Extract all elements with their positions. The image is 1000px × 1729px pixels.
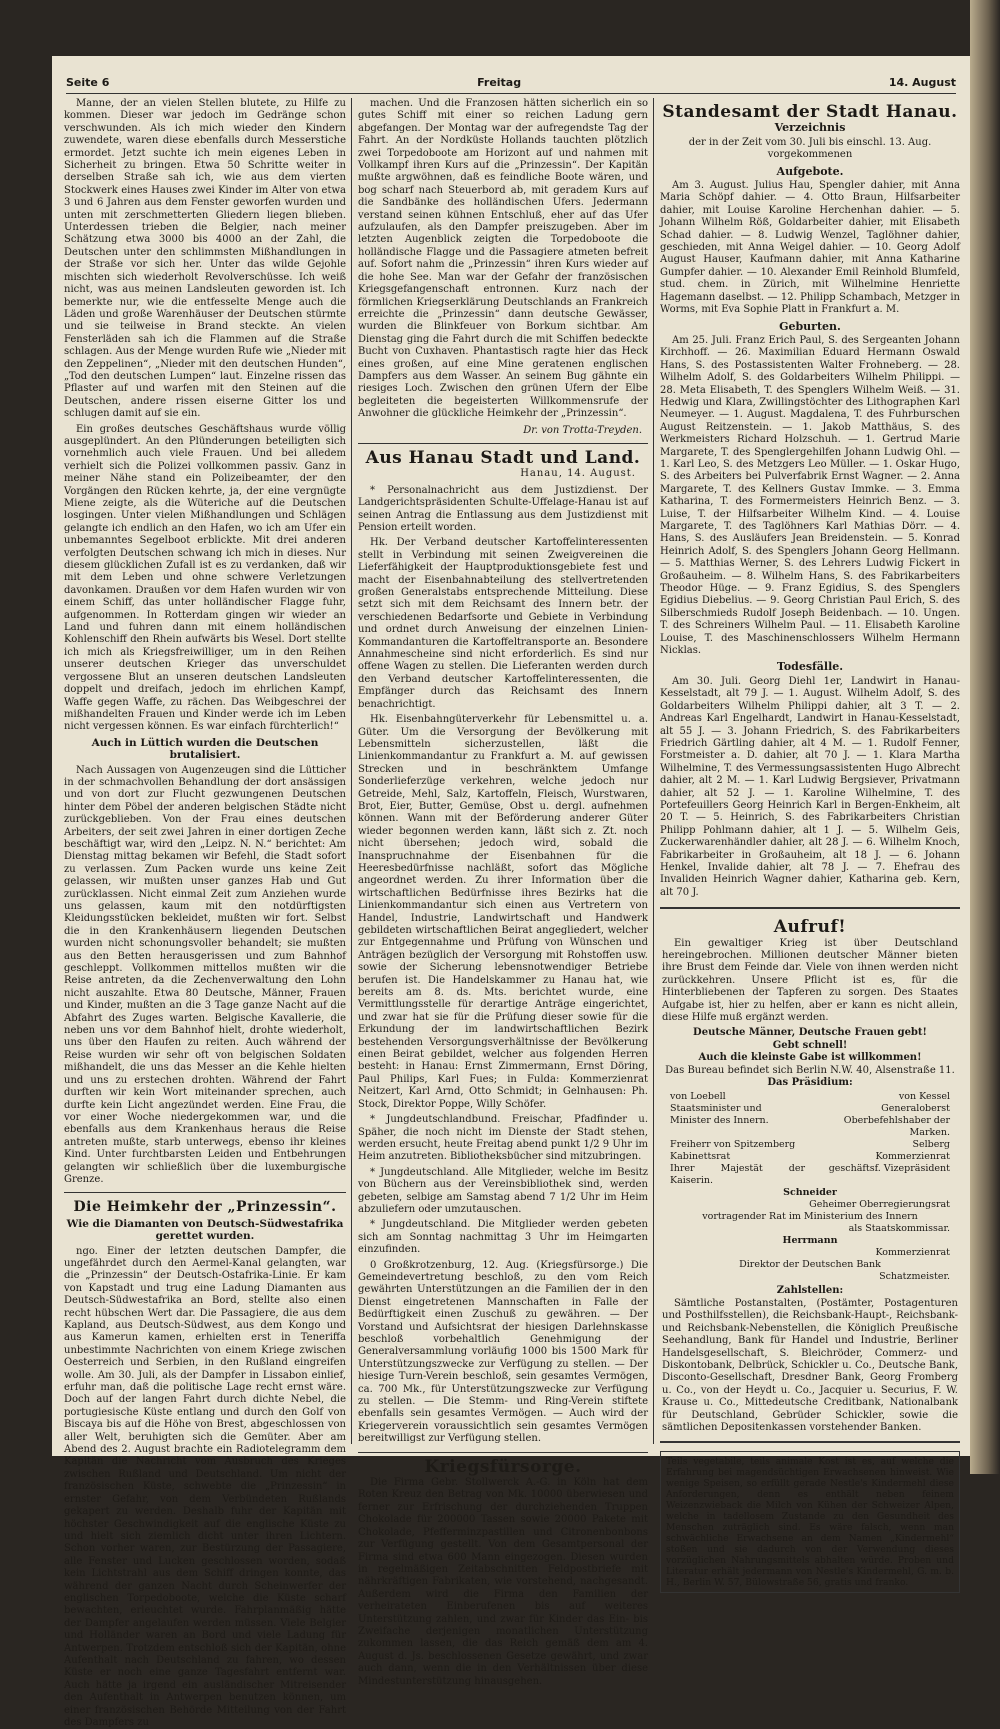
signer-title: Ihrer Majestät der Kaiserin. xyxy=(670,1163,805,1187)
signer-title: Oberbefehlshaber der Marken. xyxy=(843,1115,950,1139)
article-paragraph: Hk. Eisenbahngüterverkehr für Lebensmittel u. a. Güter. Um die Versorgung der Bevölkerung mit Lebensmitteln sicherzustellen, läßt die Linienkommandantur zu Frankfurt a. M. auf gewissen Strecken und in beschränktem Umfange Sonderlieferzüge verkehren, welche jedoch nur Getreide, Mehl, Salz, Kartoffeln, Fleisch, Wurstwaren, Brot, Eier, Butter, Gemüse, Obst u. dergl. aufnehmen können. Wann mit der Beförderung anderer Güter wieder begonnen werden kann, läßt sich z. Zt. noch nicht übersehen; jedoch wird, sobald die Inanspruchnahme der Eisenbahnen für die Heeresbedürfnisse nachläßt, sofort das Mögliche angeordnet werden. Zu ihrer Information über die wirtschaftlichen Bedürfnisse ihres Bezirks hat die Linienkommandantur sich einen aus Vertretern von Handel, Industrie, Landwirtschaft und Handwerk gebildeten wirtschaftlichen Beirat angegliedert, welcher zur Entgegennahme und Prüfung von Wünschen und Anträgen bezüglich der Versorgung mit Rohstoffen usw. sowie der Sicherung lebensnotwendiger Betriebe berufen ist. Die Handelskammer zu Hanau hat, wie bereits am 8. ds. Mts. berichtet wurde, eine Vermittlungsstelle für derartige Anträge eingerichtet, und zwar hat sie für die Prüfung dieser sowie für die Erkundung der im landwirtschaftlichen Bezirk bestehenden Versorgungsverhältnisse der Bevölkerung einen Beirat gebildet, welcher aus folgenden Herren besteht: in Hanau: Ernst Zimmermann, Ernst Döring, Paul Philips, Karl Fues; in Fulda: Kommerzienrat Neitzert, Karl Arnd, Otto Schmidt; in Gelnhausen: Ph. Stock, Direktor Poppe, Willy Schöfer. xyxy=(358,714,648,1110)
book-binding-edge xyxy=(970,0,1000,1474)
header-day: Freitag xyxy=(477,76,522,89)
register-title: Verzeichnis xyxy=(774,121,846,135)
divider xyxy=(64,1192,346,1193)
subsection-heading: Geburten. xyxy=(779,319,841,333)
signer: von Kessel xyxy=(898,1091,950,1103)
subsection-heading: Todesfälle. xyxy=(776,660,844,674)
bureau-address: Das Bureau befindet sich Berlin N.W. 40, Alsenstraße 11. xyxy=(665,1064,955,1076)
signer: Schneider xyxy=(783,1187,837,1199)
appeal-text: Ein gewaltiger Krieg ist über Deutschland hereingebrochen. Millionen deutscher Männer bieten ihre Brust dem Feinde dar. Viele von ihnen werden nicht zurückkehren. Unsere Pflicht ist es, für die Hinterbliebenen der Tapferen zu sorgen. Des Staates Aufgabe ist, hier zu helfen, aber er kann es nicht allein, diese Hilfe muß ergänzt werden. xyxy=(662,937,958,1024)
appeal-line: Auch die kleinste Gabe ist willkommen! xyxy=(698,1052,922,1064)
appeal-box xyxy=(660,907,960,1443)
signers-list xyxy=(670,1091,950,1283)
article-paragraph: * Jungdeutschlandbund. Freischar, Pfadfinder u. Späher, die noch nicht im Dienste der Stadt stehen, werden ersucht, heute Freitag abend punkt 1/2 9 Uhr im Heim anzutreten. Bibliotheksbücher sind mitzubringen. xyxy=(358,1114,648,1163)
article-paragraph: machen. Und die Franzosen hätten sicherlich ein so gutes Schiff mit einer so reichen Ladung gern abgefangen. Der Montag war der aufregendste Tag der Fahrt. An der Nordküste Hollands tauchten plötzlich zwei Torpedoboote am Horizont auf und nahmen mit Vollkampf ihren Kurs auf die „Prinzessin“. Der Kapitän mußte argwöhnen, daß es feindliche Boote wären, und bog scharf nach Steuerbord ab, mit geradem Kurs auf die Sandbänke des holländischen Ufers. Jedermann verstand seinen kühnen Entschluß, eher auf das Ufer aufzulaufen, als den Dampfer preiszugeben. Aber im letzten Augenblick zeigten die Torpedoboote die holländische Flagge und die Passagiere atmeten befreit auf. Sofort nahm die „Prinzessin“ ihren Kurs wieder auf die hohe See. Man war der Gefahr der französischen Kriegsgefangenschaft entronnen. Kurz nach der förmlichen Kriegserklärung Deutschlands an Frankreich erreichte die „Prinzessin“ dann deutsche Gewässer, wurden die Blinkfeuer von Borkum sichtbar. Am Dienstag ging die Fahrt durch die mit Schiffen bedeckte Bucht von Cuxhaven. Phantastisch ragte hier das Heck eines großen, auf eine Mine geratenen englischen Dampfers aus dem Wasser. An seinem Bug gähnte ein riesiges Loch. Zwischen den grünen Ufern der Elbe begleiteten die begeisterten Willkommensrufe der Anwohner die glückliche Heimkehr der „Prinzessin“. xyxy=(358,98,648,420)
article-subtitle: Wie die Diamanten von Deutsch-Südwestafrika gerettet wurden. xyxy=(66,1217,344,1243)
subsection-heading: Aufgebote. xyxy=(776,164,844,178)
signer: Freiherr von Spitzemberg xyxy=(670,1139,796,1151)
register-entries: Am 25. Juli. Franz Erich Paul, S. des Sergeanten Johann Kirchhoff. — 26. Maximilian Eduard Hermann Oswald Hans, S. des Postassistenten Walter Frohneberg. — 28. Wilhelm Adolf, S. des Goldarbeiters Wilhelm Philippi. — 28. Meta Elisabeth, T. des Spenglers Wilhelm Weiß. — 31. Hedwig und Klara, Zwillingstöchter des Lithographen Karl Neumeyer. — 1. August. Magdalena, T. des Fuhrburschen August Reitzenstein. — 1. Jakob Matthäus, S. des Werkmeisters Richard Holzschuh. — 1. Gertrud Marie Margarete, T. des Spenglergehilfen Johann Ludwig Ohl. — 1. Karl Leo, S. des Metzgers Leo Müller. — 1. Oskar Hugo, S. des Arbeiters bei Pulverfabrik Ernst Wagner. — 2. Anna Margarete, T. des Kellners Gustav Immke. — 3. Emma Katharina, T. des Formermeisters Heinrich Benz. — 3. Luise, T. der Hilfsarbeiter Wilhelm Kind. — 4. Louise Margarete, T. des Taglöhners Karl Mathias Dörr. — 4. Hans, S. des Ausläufers Jean Breidenstein. — 5. Konrad Heinrich Adolf, S. des Spenglers Johann Georg Hellmann. — 5. Matthias Werner, S. des Lehrers Ludwig Fickert in Großauheim. — 8. Wilhelm Hans, S. des Fabrikarbeiters Theodor Hüge. — 9. Franz Egidius, S. des Spenglers Egidius Diebelius. — 9. Georg Christian Paul Erich, S. des Silberschmieds Rudolf Joseph Beidenbach. — 10. Ungen. T. des Schreiners Wilhelm Paul. — 11. Elisabeth Karoline Louise, T. des Maschinenschlossers Wilhelm Hermann Nicklas. xyxy=(660,334,960,657)
advertisement-box: Teils vegetabile, teils animale Kost ist es, auf welche die Erfahrung bei magendsüchtigen Erwachsenen hinweist. Wie wenige Speisen, so erfüllt gerade Nestle's Kindermehl diese Anforderungen, denn es enthält neben feinem Weizenzwieback die Milch von Kühen der Schweizer Alpen, welche in tadellosem Zustande zu den Gesundheit des Menschen zuträglich sind. Es wäre falsch, wenn man schwächliche Erwachsene an dem Namen „Kindermehl“ stoßen und sie dadurch von der Verwendung dieses vorzüglichen Nahrungsmittels abhalten würde. Proben und Literatur erhält jedermann von Nestle's Kindermehl, G. m. b. H., Berlin W. 57, Bülowstraße 56, gratis und franko. xyxy=(660,1451,960,1593)
article-paragraph: ngo. Einer der letzten deutschen Dampfer, die ungefährdet durch den Aermel-Kanal gelangten, war die „Prinzessin“ der Deutsch-Ostafrika-Linie. Er kam von Kapstadt und trug eine Ladung Diamanten aus Deutsch-Südwestafrika an Bord, stellte also einen recht hübschen Wert dar. Die Passagiere, die aus dem Kapland, aus Deutsch-Südwest, aus dem Kongo und aus Kamerun kamen, erhielten erst in Teneriffa unbestimmte Nachrichten von einem Kriege zwischen Oesterreich und Serbien, in den Rußland eingreifen wolle. Am 30. Juli, als der Dampfer in Lissabon einlief, erfuhr man, daß die politische Lage recht ernst wäre. Doch auf der langen Fahrt durch dichte Nebel, die portugiesische Küste entlang und durch den Golf von Biscaya bis auf die Höhe von Brest, abgeschlossen von aller Welt, beruhigten sich die Gemüter. Aber am Abend des 2. August brachte ein Radiotelegramm dem Kapitän die Nachricht vom Ausbruch des Krieges zwischen Rußland und Deutschland. Um nicht der französischen Küste, schwebte die „Prinzessin“ in ernster Gefahr, von dem Verbündeten Rußlands gekapert zu werden. Deshalb fuhr der Kapitän mit höchster Geschwindigkeit auf die englische Küste zu und hielt sich ziemlich dicht unter ihren Lichtern. Schon vorher waren, zur Bestürzung der Passagiere, alle Fenster und Lucken geschlossen worden, sodaß kein Lichtstrahl aus dem Schiff dringen konnte, das während der ganzen Nacht durch Scheinwerfer der englischen Torpedoboote, welche die Küste scharf bewachten, erleuchtet wurde. Fahrplanmäßig hätte der Dampfer angelaufen werden müssen. Viele Belgier und Holländer waren an Bord und viele Ladung für Antwerpen. Trotzdem entschloß sich der Kapitän, ohne Aufenthalt nach Deutschland zu fahren, wo dessen Küste er noch eine ganze Tagesfahrt entfernt war. Auch hätte ja irgend ein ausländischer Mitreisender den Aufenthalt in Antwerpen benutzen können, um einer französischen Behörde Mitteilung von der Fahrt des Dampfers zu xyxy=(64,1245,346,1728)
signer-title: Generaloberst xyxy=(881,1103,950,1115)
signer-title: Geheimer Oberregierungsrat xyxy=(809,1199,950,1211)
page-header xyxy=(66,72,956,94)
register-entries: Am 3. August. Julius Hau, Spengler dahier, mit Anna Maria Schöpf dahier. — 4. Otto Braun, Hilfsarbeiter dahier, mit Louise Karoline Herchenhan dahier. — 5. Johann Wilhelm Röß, Goldarbeiter dahier, mit Elisabeth Schad dahier. — 8. Ludwig Wenzel, Taglöhner dahier, geschieden, mit Anna Weigel dahier. — 10. Georg Adolf August Hauser, Kaufmann dahier, mit Anna Katharine Gumpfer dahier. — 10. Alexander Emil Reinhold Blumfeld, stud. chem. in Zürich, mit Wilhelmine Henriette Hagemann daselbst. — 12. Philipp Schambach, Metzger in Worms, mit Eva Sophie Platt in Frankfurt a. M. xyxy=(660,180,960,316)
register-range: der in der Zeit vom 30. Juli bis einschl. 13. Aug. vorgekommenen xyxy=(688,136,932,161)
article-paragraph: * Jungdeutschland. Die Mitglieder werden gebeten sich am Sonntag nachmittag 3 Uhr im Heimgarten einzufinden. xyxy=(358,1219,648,1256)
page-number: Seite 6 xyxy=(66,76,110,89)
newspaper-page xyxy=(52,56,970,1728)
column-1 xyxy=(64,98,346,1728)
signer: von Loebell xyxy=(670,1091,726,1103)
divider xyxy=(358,1452,648,1453)
signer-title: Schatzmeister. xyxy=(879,1271,950,1283)
header-date: 14. August xyxy=(888,76,956,89)
dateline: Hanau, 14. August. xyxy=(520,468,636,480)
payment-offices: Sämtliche Postanstalten, (Postämter, Postagenturen und Posthilfsstellen), die Reichsbank-Haupt-, Reichsbank- und Reichsbank-Nebenstellen, die Königlich Preußische Seehandlung, Bank für Handel und Industrie, Berliner Handelsgesellschaft, S. Bleichröder, Commerz- und Diskontobank, Delbrück, Schickler u. Co., Deutsche Bank, Disconto-Gesellschaft, Dresdner Bank, Georg Fromberg u. Co., von der Heydt u. Co., Jacquier u. Securius, F. W. Krause u. Co., Mittedeutsche Creditbank, Nationalbank für Deutschland, Gebrüder Schickler, sowie die sämtlichen Depositenkassen vorstehender Banken. xyxy=(662,1297,958,1433)
signer-title: Direktor der Deutschen Bank xyxy=(739,1259,881,1271)
author-signature: Dr. von Trotta-Treyden. xyxy=(523,424,642,436)
signer-title: Kommerzienrat xyxy=(875,1151,950,1163)
article-paragraph: 0 Großkrotzenburg, 12. Aug. (Kriegsfürsorge.) Die Gemeindevertretung beschloß, zu den vom Reich gewährten Unterstützungen an die Familien der in den Dienst eingetretenen Mannschaften in Falle der Bedürftigkeit einen Zuschuß zu gewähren. — Der Vorstand und Aufsichtsrat der hiesigen Darlehnskasse beschloß vorbehaltlich Genehmigung der Generalversammlung vorläufig 1000 bis 1500 Mark für Unterstützungszwecke zur Verfügung zu stellen. — Der hiesige Turn-Verein beschloß, sein gesamtes Vermögen, ca. 700 Mk., für Unterstützungszwecke zur Verfügung zu stellen. — Die Stemm- und Ring-Verein stiftete ebenfalls sein gesamtes Vermögen. — Auch wird der Kriegerverein voraussichtlich sein gesamtes Vermögen bereitwilligst zur Verfügung stellen. xyxy=(358,1259,648,1445)
signer-title: Minister des Innern. xyxy=(670,1115,769,1127)
article-paragraph: Die Firma Gebr. Stollwerck A.-G. in Köln hat dem Roten Kreuz den Betrag von Mk. 10000 überwiesen und ferner zur Erfrischung der durchziehenden Truppen Chokolade für 200000 Tassen sowie 20000 Pakete mit Chokolade, Pfefferminzpastillen und Citronenbonbons zur Verfügung gestellt. Von dem Gesamtpersonal der Firma sind etwa 600 Mann eingezogen. Diesen wurden in regelmäßigen Zeitabschnitten Feldpostbriefe mit nährkräftigen Fabrikaten, wie vorstehend, nachgesandt. Außerdem wird die Firma den Familien der verheirateten Einberufenen bis auf weiteres Unterstützung zahlen, und zwar für Kinder das Ein- bis Zweifache derjenigen monatlichen Unterstützung zukommen lassen, die das Reich gemäß dem am 4. August d. Js. beschlossenen Gesetze gewährt, und zwar auch dann, wenn die in den Verhältnissen über diese Mindestunterstützung hinausgehen. xyxy=(358,1477,648,1687)
article-paragraph: Nach Aussagen von Augenzeugen sind die Lütticher in der schmachvollen Behandlung der dort ansässigen und von dort zur Flucht gezwungenen Deutschen hinter dem Pöbel der anderen belgischen Städte nicht zurückgeblieben. Von der Frau eines deutschen Arbeiters, der seit zwei Jahren in einer dortigen Zeche beschäftigt war, wird den „Leipz. N. N.“ berichtet: Am Dienstag mittag bekamen wir Befehl, die Stadt sofort zu verlassen. Zum Packen wurde uns keine Zeit gelassen, wir mußten unser ganzes Hab und Gut zurücklassen. Nicht einmal Zeit zum Anziehen wurde uns gelassen, kaum mit den notdürftigsten Kleidungsstücken bekleidet, mußten wir fort. Selbst die in den Krankenhäusern liegenden Deutschen wurden nicht schonungsvoller behandelt; sie mußten aus den Betten herausgerissen und zum Bahnhof geschleppt. Vollkommen mittellos mußten wir die Reise antreten, da die Zechenverwaltung den Lohn nicht auszahlte. Etwa 80 Deutsche, Männer, Frauen und Kinder, mußten an die 3 Tage ganze Nacht auf die Abfahrt des Zuges warten. Belgische Kavallerie, die neben uns vor dem Bahnhof hielt, drohte wiederholt, uns über den Haufen zu reiten. Auch während der Reise wurden wir sehr oft von belgischen Soldaten mißhandelt, die uns das Messer an die Kehle hielten und uns zu erstechen drohten. Während der Fahrt durften wir kein Wort miteinander sprechen, auch durfte kein Licht angezündet werden. Eine Frau, die vor einer Woche niedergekommen war, und die ebenfalls aus dem Krankenhaus heraus die Reise antreten mußte, starb unterwegs, ebenso ihr kleines Kind. Unter furchtbarsten Leiden und Entbehrungen gelangten wir schließlich über die luxemburgische Grenze. xyxy=(64,764,346,1185)
payment-heading: Zahlstellen: xyxy=(776,1285,844,1297)
column-3 xyxy=(660,98,960,1589)
appeal-title: Aufruf! xyxy=(773,917,847,938)
signer-title: Kommerzienrat xyxy=(875,1247,950,1259)
article-title: Die Heimkehr der „Prinzessin“. xyxy=(73,1199,337,1216)
presidium-heading: Das Präsidium: xyxy=(767,1077,853,1089)
section-title: Kriegsfürsorge. xyxy=(424,1456,582,1477)
signer: Herrmann xyxy=(782,1235,838,1247)
article-paragraph: Hk. Der Verband deutscher Kartoffelinteressenten stellt in Verbindung mit seinen Zweigvereinen die Lieferfähigkeit der Hauptproduktionsgebiete fest und macht der Eisenbahnabteilung des stellvertretenden großen Generalstabs entsprechende Mitteilung. Diese setzt sich mit dem Reichsamt des Innern betr. der verschiedenen Bedarfsorte und Gebiete in Verbindung und ordnet durch Anweisung der einzelnen Linien-Kommandanturen die Kartoffeltransporte an. Besondere Annahmescheine sind nicht erforderlich. Es sind nur offene Wagen zu stellen. Die Lieferanten werden durch den Verband deutscher Kartoffelinteressenten, die Empfänger durch das Reichsamt des Innern benachrichtigt. xyxy=(358,537,648,710)
article-paragraph: Manne, der an vielen Stellen blutete, zu Hilfe zu kommen. Dieser war jedoch im Gedränge schon verschwunden. Als ich mich wieder den Kindern zuwendete, waren diese ebenfalls durch Messerstiche ermordet. Jetzt suchte ich mein eigenes Leben in Sicherheit zu bringen. Etwa 50 Schritte weiter in derselben Straße sah ich, wie aus dem vierten Stockwerk eines Hauses zwei Kinder im Alter von etwa 3 und 6 Jahren aus dem Fenster geworfen wurden und unten mit zerschmetterten Gliedern liegen blieben. Unterdessen trieben die Belgier, nach meiner Schätzung etwa 3000 bis 4000 an der Zahl, die Deutschen unter den schlimmsten Mißhandlungen in der Straße vor sich her. Unter das wilde Gejohle mischten sich wiederholt Revolverschüsse. Ich weiß nicht, was aus meinen Landsleuten geworden ist. Ich bemerkte nur, wie die entfesselte Menge auch die Läden und große Warenhäuser der Deutschen stürmte und sie teilweise in Brand steckte. An vielen Fensterläden sah ich die Flammen auf die Straße schlagen. Aus der Menge wurden Rufe wie „Nieder mit den Zeppelinen“, „Nieder mit den deutschen Hunden“, „Tod den deutschen Lumpen“ laut. Einzelne rissen das Pflaster auf und warfen mit den Steinen auf die Deutschen, andere rissen eiserne Gitter los und schlugen damit auf sie ein. xyxy=(64,98,346,420)
appeal-line: Gebt schnell! xyxy=(772,1039,848,1051)
section-title: Standesamt der Stadt Hanau. xyxy=(662,102,958,122)
section-heading: Auch in Lüttich wurden die Deutschen brutalisiert. xyxy=(91,736,319,762)
signer-title: vortragender Rat im Ministerium des Innern xyxy=(702,1211,918,1223)
signer-title: geschäftsf. Vizepräsident xyxy=(828,1163,950,1175)
article-paragraph: Ein großes deutsches Geschäftshaus wurde völlig ausgeplündert. An den Plünderungen beteiligten sich vornehmlich auch viele Frauen. Und bei alledem verhielt sich die Polizei vollkommen passiv. Ganz in meiner Nähe stand ein Polizeibeamter, der den Vorgängen den Rücken kehrte, ja, der eine vergnügte Miene zeigte, als die Wüteriche auf die Deutschen losgingen. Unter vielen Mißhandlungen und Schlägen gelangte ich endlich an den Hafen, wo ich am Ufer ein unbemanntes Segelboot erblickte. Mit drei anderen verfolgten Deutschen schwang ich mich in dieses. Nur diesem glücklichen Zufall ist es zu verdanken, daß wir mit dem Leben und ohne schwere Verletzungen davonkamen. Draußen vor dem Hafen wurden wir von einem Schiff, das unter holländischer Flagge fuhr, aufgenommen. In Rotterdam gingen wir wieder an Land und fuhren dann mit einem holländischen Kohlenschiff den Rhein aufwärts bis Wesel. Dort stellte ich mich als Kriegsfreiwilliger, um in den Reihen unserer deutschen Krieger das unverschuldet vergossene Blut an unseren deutschen Landsleuten doppelt und dreifach, jedoch im ehrlichen Kampf, Waffe gegen Waffe, zu rächen. Das Weibgeschrei der mißhandelten Frauen und Kinder werde ich im Leben nicht vergessen können. Es war einfach fürchterlich!“ xyxy=(64,423,346,733)
column-rule xyxy=(653,98,654,1444)
article-paragraph: * Personalnachricht aus dem Justizdienst. Der Landgerichtspräsidenten Schulte-Uffelage-Hanau ist auf seinen Antrag die Entlassung aus dem Justizdienst mit Pension erteilt worden. xyxy=(358,484,648,533)
signer: Selberg xyxy=(912,1139,950,1151)
article-paragraph: * Jungdeutschland. Alle Mitglieder, welche im Besitz von Büchern aus der Vereinsbibliothek sind, werden gebeten, selbige am Samstag abend 7 1/2 Uhr im Heim abzuliefern oder umzutauschen. xyxy=(358,1166,648,1215)
divider xyxy=(358,443,648,444)
column-rule xyxy=(351,98,352,1444)
appeal-line: Deutsche Männer, Deutsche Frauen gebt! xyxy=(693,1027,927,1039)
register-entries: Am 30. Juli. Georg Diehl 1er, Landwirt in Hanau-Kesselstadt, alt 79 J. — 1. August. Wilhelm Adolf, S. des Goldarbeiters Wilhelm Philippi dahier, alt 3 T. — 2. Andreas Karl Engelhardt, Landwirt in Hanau-Kesselstadt, alt 55 J. — 3. Johann Friedrich, S. des Fabrikarbeiters Friedrich Gärtling dahier, alt 4 M. — 1. Rudolf Fenner, Forstmeister a. D. dahier, alt 70 J. — 1. Klara Martha Wilhelmine, T. des Vermessungsassistenten Hugo Albrecht dahier, alt 2 M. — 1. Karl Ludwig Bergsiever, Privatmann dahier, alt 52 J. — 1. Karoline Wilhelmine, T. des Portefeuillers Georg Heinrich Karl in Bergen-Enkheim, alt 20 T. — 5. Heinrich, S. des Fabrikarbeiters Christian Philipp Pohlmann dahier, alt 1 J. — 5. Wilhelm Geis, Zuckerwarenhändler dahier, alt 28 J. — 6. Wilhelm Knoch, Fabrikarbeiter in Großauheim, alt 18 J. — 6. Johann Henkel, Invalide dahier, alt 78 J. — 7. Ehefrau des Invaliden Heinrich Wagner dahier, Katharina geb. Kern, alt 70 J. xyxy=(660,675,960,898)
signer-title: als Staatskommissar. xyxy=(848,1223,950,1235)
signer-title: Staatsminister und xyxy=(670,1103,762,1115)
section-title: Aus Hanau Stadt und Land. xyxy=(365,447,641,468)
signer-title: Kabinettsrat xyxy=(670,1151,731,1163)
column-2 xyxy=(358,98,648,1687)
